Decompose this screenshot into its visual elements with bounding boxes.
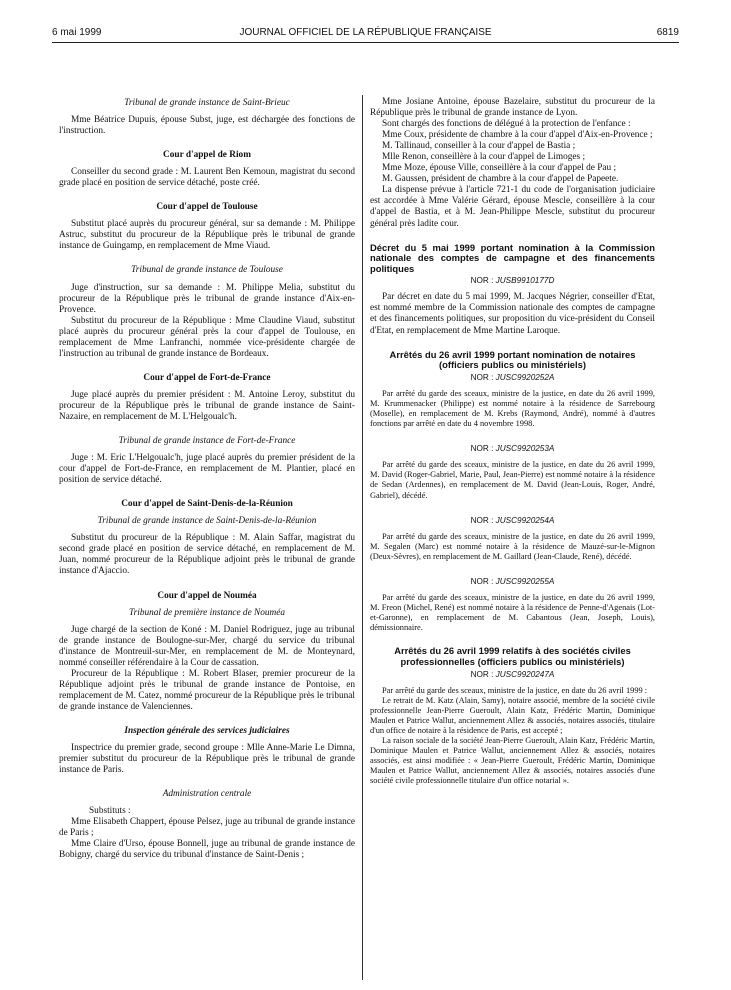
section-heading: Inspection générale des services judiciaires bbox=[124, 725, 290, 736]
section-heading: Cour d'appel de Riom bbox=[163, 150, 251, 161]
paragraph: Mlle Renon, conseillère à la cour d'appel de Limoges ; bbox=[382, 152, 586, 163]
paragraph: Juge d'instruction, sur sa demande : M. Philippe Melia, substitut du procureur de la République près le tribunal de grande instance d'Aix-en-Provence. bbox=[59, 282, 355, 315]
header-date: 6 mai 1999 bbox=[52, 27, 102, 38]
header-title: JOURNAL OFFICIEL DE LA RÉPUBLIQUE FRANÇAISE bbox=[239, 27, 492, 38]
paragraph: Par arrêté du garde des sceaux, ministre de la justice, en date du 26 avril 1999, M. Freon (Michel, René) est nommé notaire à la résidence de Penne-d'Agenais (Lot-et-Garonne), en remplacement de M. Cabantous (Jean, Joseph, Louis), démissionnaire. bbox=[370, 592, 655, 633]
order-title: Arrêtés du 26 avril 1999 relatifs à des sociétés civiles professionnelles (officiers publics ou ministériels) bbox=[394, 645, 631, 667]
paragraph: Mme Moze, épouse Ville, conseillère à la cour d'appel de Pau ; bbox=[382, 163, 617, 174]
decree-title: Décret du 5 mai 1999 portant nomination à la Commission nationale des comptes de campagne et des financements politiques bbox=[370, 241, 655, 274]
section-heading: Tribunal de grande instance de Saint-Brieuc bbox=[124, 98, 290, 108]
section-heading: Administration centrale bbox=[162, 789, 252, 800]
paragraph: Par arrêté du garde des sceaux, ministre de la justice, en date du 26 avril 1999, M. Krummenacker (Philippe) est nommé notaire à la résidence de Sarrebourg (Moselle), en remplacement de M. Krebs (Raymond, André), nommé à d'autres fonctions par arrêté en date du 4 novembre 1998. bbox=[370, 388, 655, 429]
paragraph: Sont chargés des fonctions de délégué à la protection de l'enfance : bbox=[382, 119, 631, 130]
paragraph: Mme Claire d'Urso, épouse Bonnell, juge au tribunal de grande instance de Bobigny, chargé du service du tribunal d'instance de Saint-Denis ; bbox=[59, 839, 355, 861]
paragraph: Mme Coux, présidente de chambre à la cour d'appel d'Aix-en-Provence ; bbox=[382, 130, 653, 141]
section-heading: Cour d'appel de Saint-Denis-de-la-Réunion bbox=[121, 499, 293, 510]
paragraph: Substitut du procureur de la République : Mme Claudine Viaud, substitut placé auprès du procureur général près la cour d'appel de Toulouse, en remplacement de Mme Lanfranchi, nommée vice-présidente chargée de l'instruction au tribunal de grande instance de Bordeaux. bbox=[59, 315, 355, 359]
paragraph: Inspectrice du premier grade, second groupe : Mlle Anne-Marie Le Dimna, premier substitut du procureur de la République près le tribunal de grande instance de Paris. bbox=[59, 743, 355, 776]
paragraph: Mme Josiane Antoine, épouse Bazelaire, substitut du procureur de la République près le tribunal de grande instance de Lyon. bbox=[370, 97, 655, 119]
column-divider bbox=[362, 95, 363, 980]
section-subheading: Tribunal de première instance de Nouméa bbox=[128, 607, 286, 618]
header-page-number: 6819 bbox=[656, 27, 679, 38]
paragraph: Substitut du procureur de la République : M. Alain Saffar, magistrat du second grade placé en position de service détaché, en remplacement de M. Juan, nommé procureur de la République adjoint près le tribunal de grande instance d'Ajaccio. bbox=[59, 533, 355, 577]
paragraph: Juge placé auprès du premier président : M. Antoine Leroy, substitut du procureur de la République près le tribunal de grande instance de Saint-Nazaire, en remplacement de M. L'Helgoualc'h. bbox=[59, 389, 355, 422]
paragraph: Conseiller du second grade : M. Laurent Ben Kemoun, magistrat du second grade placé en position de service détaché, poste créé. bbox=[59, 167, 355, 189]
paragraph: Par décret en date du 5 mai 1999, M. Jacques Négrier, conseiller d'Etat, est nommé membre de la Commission nationale des comptes de campagne et des financements politiques, sur proposition du vice-président du Conseil d'Etat, en remplacement de Mme Martine Laroque. bbox=[370, 292, 655, 336]
nor-reference: NOR : JUSC9920255A bbox=[470, 576, 555, 586]
section-heading: Cour d'appel de Toulouse bbox=[156, 202, 258, 213]
paragraph: M. Tallinaud, conseiller à la cour d'appel de Bastia ; bbox=[382, 141, 576, 152]
paragraph: Par arrêté du garde des sceaux, ministre de la justice, en date du 26 avril 1999, M. David (Roger-Gabriel, Marie, Paul, Jean-Pierre) est nommé notaire à la résidence de Sedan (Ardennes), en remplacement de M. David (Jean-Louis, Roger, André, Gabriel), décédé. bbox=[370, 460, 655, 500]
section-heading: Cour d'appel de Fort-de-France bbox=[143, 372, 271, 383]
paragraph: Mme Béatrice Dupuis, épouse Subst, juge, est déchargée des fonctions de l'instruction. bbox=[59, 115, 355, 137]
paragraph: Le retrait de M. Katz (Alain, Samy), notaire associé, membre de la société civile professionnelle Jean-Pierre Gueroult, Alain Katz, Frédéric Martin, Dominique Maulen et Patrice Wallut, anciennement Allez & associés, notaires associés, titulaire d'un office de notaire à la résidence de Paris, est accepté ; bbox=[370, 695, 655, 735]
section-subheading: Tribunal de grande instance de Saint-Denis-de-la-Réunion bbox=[97, 516, 317, 527]
section-heading: Tribunal de grande instance de Toulouse bbox=[131, 265, 283, 276]
section-heading: Cour d'appel de Nouméa bbox=[157, 590, 257, 601]
nor-reference: NOR : JUSC9920254A bbox=[470, 515, 555, 525]
paragraph: Substitut placé auprès du procureur général, sur sa demande : M. Philippe Astruc, substitut du procureur de la République près le tribunal de grande instance de Guingamp, en remplacement de Mme Viaud. bbox=[59, 219, 355, 252]
paragraph: Par arrêté du garde des sceaux, ministre de la justice, en date du 26 avril 1999 : bbox=[382, 685, 648, 695]
section-heading: Tribunal de grande instance de Fort-de-France bbox=[118, 436, 296, 447]
paragraph: Par arrêté du garde des sceaux, ministre de la justice, en date du 26 avril 1999, M. Segalen (Marc) est nommé notaire à la résidence de Mauzé-sur-le-Mignon (Deux-Sèvres), en remplacement de M. Gaillard (Jean-Claude, René), décédé. bbox=[370, 531, 655, 561]
right-column bbox=[370, 97, 655, 787]
nor-reference: NOR : JUSC9920252A bbox=[470, 372, 555, 382]
left-column bbox=[59, 98, 355, 861]
paragraph: Mme Elisabeth Chappert, épouse Pelsez, juge au tribunal de grande instance de Paris ; bbox=[59, 817, 355, 839]
nor-reference: NOR : JUSB9910177D bbox=[470, 276, 555, 286]
paragraph: Substituts : bbox=[89, 806, 131, 817]
nor-reference: NOR : JUSC9920247A bbox=[470, 669, 555, 679]
page-header bbox=[52, 27, 679, 43]
header-rule bbox=[52, 42, 679, 43]
paragraph: La raison sociale de la société Jean-Pierre Gueroult, Alain Katz, Frédéric Martin, Dominique Maulen et Patrice Wallut, anciennement Allez & associés, notaires associés, est ainsi modifiée : « Jean-Pierre Gueroult, Frédéric Martin, Dominique Maulen et Patrice Wallut, anciennement Allez & associés, notaires associés d'une société civile professionnelle titulaire d'un office notarial ». bbox=[370, 736, 655, 786]
order-title: Arrêtés du 26 avril 1999 portant nomination de notaires (officiers publics ou ministériels) bbox=[389, 348, 636, 371]
paragraph: Juge : M. Eric L'Helgoualc'h, juge placé auprès du premier président de la cour d'appel de Fort-de-France, en remplacement de M. Plantier, placé en position de service détaché. bbox=[59, 453, 355, 486]
nor-reference: NOR : JUSC9920253A bbox=[470, 444, 555, 454]
paragraph: M. Gaussen, président de chambre à la cour d'appel de Papeete. bbox=[382, 174, 619, 185]
paragraph: Procureur de la République : M. Robert Blaser, premier procureur de la République adjoint près le tribunal de grande instance de Pontoise, en remplacement de M. Catez, nommé procureur de la République près le tribunal de grande instance de Valenciennes. bbox=[59, 668, 355, 712]
paragraph: La dispense prévue à l'article 721-1 du code de l'organisation judiciaire est accordée à Mme Valérie Gérard, épouse Mescle, conseillère à la cour d'appel de Bastia, et à M. Jean-Philippe Mescle, substitut du procureur général près ladite cour. bbox=[370, 185, 655, 229]
paragraph: Juge chargé de la section de Koné : M. Daniel Rodriguez, juge au tribunal de grande instance de Boulogne-sur-Mer, chargé du service du tribunal d'instance de Montreuil-sur-Mer, en remplacement de M. de Monteynard, nommé conseiller référendaire à la Cour de cassation. bbox=[59, 624, 355, 668]
